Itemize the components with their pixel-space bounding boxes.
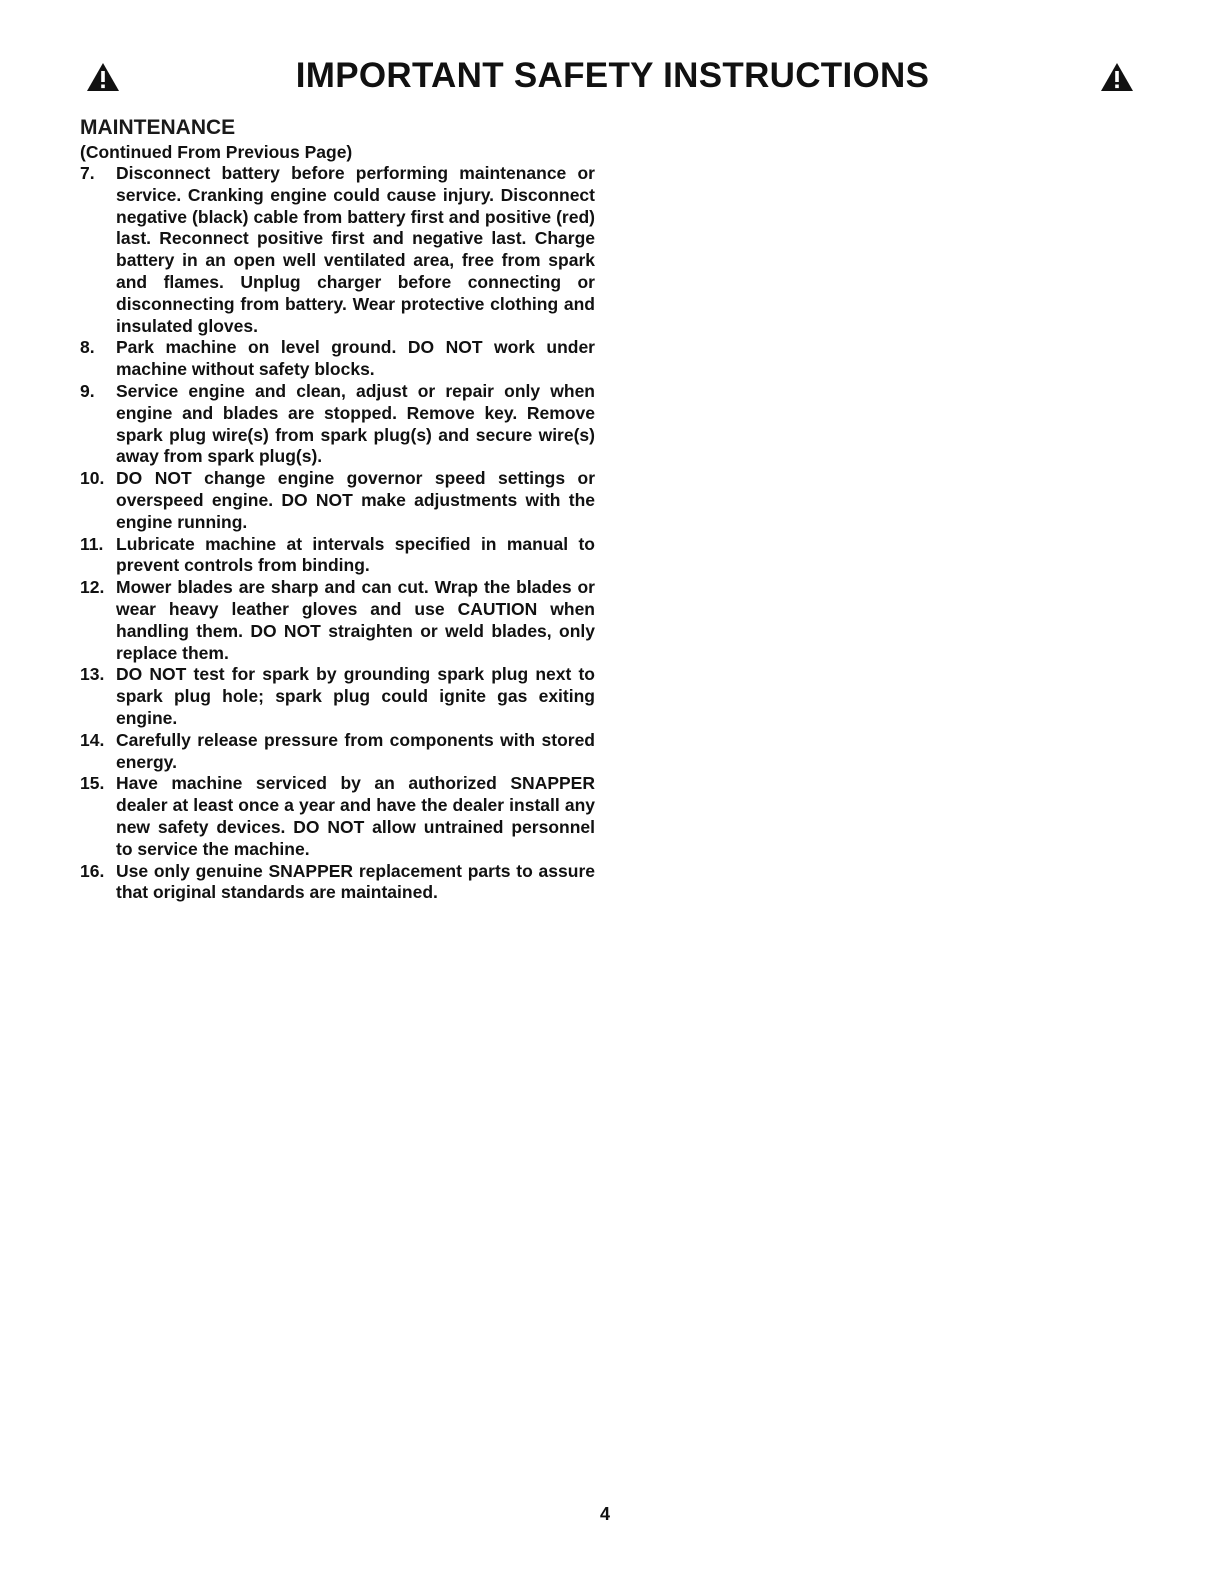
page-header [0,52,1225,102]
page-title: IMPORTANT SAFETY INSTRUCTIONS [295,56,930,95]
list-item [80,534,595,578]
item-number: 13. [80,664,105,685]
item-text: Lubricate machine at intervals specified in manual to prevent controls from binding. [116,533,595,576]
list-item [80,730,595,774]
item-text: Disconnect battery before performing maintenance or service. Cranking engine could cause injury. Disconnect negative (black) cable from battery first and positive (red) last. Reconnect positive first and negative last. Charge battery in an open well ventilated area, free from spark and flames. Unplug charger before connecting or disconnecting from battery. Wear protective clothing and insulated gloves. [116,163,595,336]
continued-note: (Continued From Previous Page) [80,142,353,162]
item-number: 16. [80,860,105,881]
item-number: 10. [80,468,105,489]
warning-triangle-icon [86,62,120,92]
item-text: DO NOT change engine governor speed settings or overspeed engine. DO NOT make adjustments with the engine running. [116,468,595,532]
page-number: 4 [599,1504,610,1524]
item-text: Have machine serviced by an authorized SNAPPER dealer at least once a year and have the dealer install any new safety devices. DO NOT allow untrained personnel to service the machine. [116,773,595,859]
instruction-list [80,163,595,904]
list-item [80,468,595,533]
list-item [80,861,595,905]
item-number: 12. [80,577,105,598]
item-text: DO NOT test for spark by grounding spark plug next to spark plug hole; spark plug could ignite gas exiting engine. [116,664,595,728]
item-text: Service engine and clean, adjust or repair only when engine and blades are stopped. Remove key. Remove spark plug wire(s) from spark plug(s) and secure wire(s) away from spark plug(s). [116,380,595,467]
item-number: 11. [80,533,104,554]
maintenance-section [80,114,595,904]
item-text: Carefully release pressure from components with stored energy. [116,729,595,772]
list-item [80,577,595,664]
item-number: 15. [80,773,105,794]
item-text: Park machine on level ground. DO NOT work under machine without safety blocks. [116,337,595,380]
warning-triangle-icon [1100,62,1134,92]
list-item [80,337,595,381]
list-item [80,381,595,468]
list-item [80,163,595,337]
item-number: 7. [80,163,95,183]
item-number: 8. [80,337,95,358]
list-item [80,773,595,860]
list-item [80,664,595,729]
item-number: 14. [80,729,105,750]
item-number: 9. [80,380,95,401]
item-text: Use only genuine SNAPPER replacement parts to assure that original standards are maintained. [116,860,595,903]
section-title: MAINTENANCE [80,116,236,139]
item-text: Mower blades are sharp and can cut. Wrap the blades or wear heavy leather gloves and use CAUTION when handling them. DO NOT straighten or weld blades, only replace them. [116,577,595,663]
